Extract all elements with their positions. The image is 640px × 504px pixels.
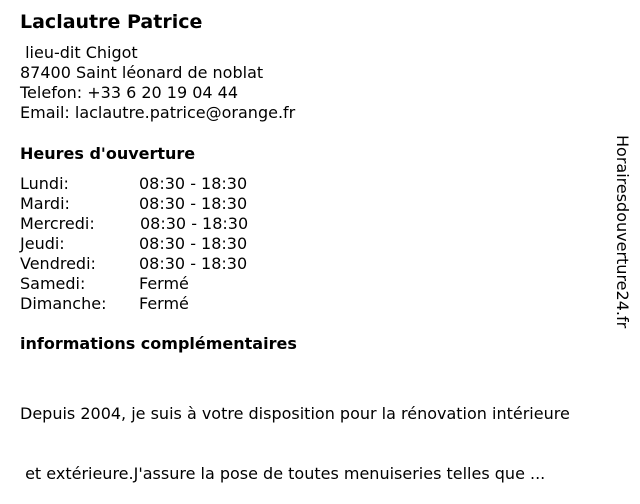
day-label: Vendredi:: [20, 254, 96, 273]
day-label: Mercredi:: [20, 214, 95, 233]
time-value: 08:30 - 18:30: [139, 254, 248, 273]
hours-row-friday: [20, 254, 320, 274]
day-label: Samedi:: [20, 274, 86, 293]
description-line: Depuis 2004, je suis à votre disposition pour la rénovation intérieure: [20, 404, 570, 423]
hours-row-monday: [20, 174, 320, 194]
hours-row-thursday: [20, 234, 320, 254]
phone-line: Telefon: +33 6 20 19 04 44: [20, 83, 239, 102]
description-text: [20, 364, 620, 504]
email-line: Email: laclautre.patrice@orange.fr: [20, 103, 296, 122]
info-heading: informations complémentaires: [20, 334, 297, 353]
site-watermark: Horairesdouverture24.fr: [613, 135, 632, 329]
street-address: lieu-dit Chigot: [20, 43, 138, 62]
city-line: 87400 Saint léonard de noblat: [20, 63, 264, 82]
contact-block: [20, 43, 295, 123]
time-value: 08:30 - 18:30: [139, 234, 248, 253]
day-label: Lundi:: [20, 174, 69, 193]
opening-hours-table: [20, 174, 320, 314]
day-label: Jeudi:: [20, 234, 65, 253]
time-value: 08:30 - 18:30: [140, 214, 249, 233]
hours-row-sunday: [20, 294, 320, 314]
hours-row-saturday: [20, 274, 320, 294]
time-value: Fermé: [139, 294, 189, 313]
description-line: et extérieure.J'assure la pose de toutes menuiseries telles que ...: [20, 464, 546, 483]
time-value: Fermé: [139, 274, 189, 293]
business-name: Laclautre Patrice: [20, 11, 203, 33]
hours-heading: Heures d'ouverture: [20, 144, 196, 163]
hours-row-tuesday: [20, 194, 320, 214]
time-value: 08:30 - 18:30: [139, 174, 248, 193]
day-label: Dimanche:: [20, 294, 107, 313]
time-value: 08:30 - 18:30: [139, 194, 248, 213]
day-label: Mardi:: [20, 194, 70, 213]
hours-row-wednesday: [20, 214, 320, 234]
